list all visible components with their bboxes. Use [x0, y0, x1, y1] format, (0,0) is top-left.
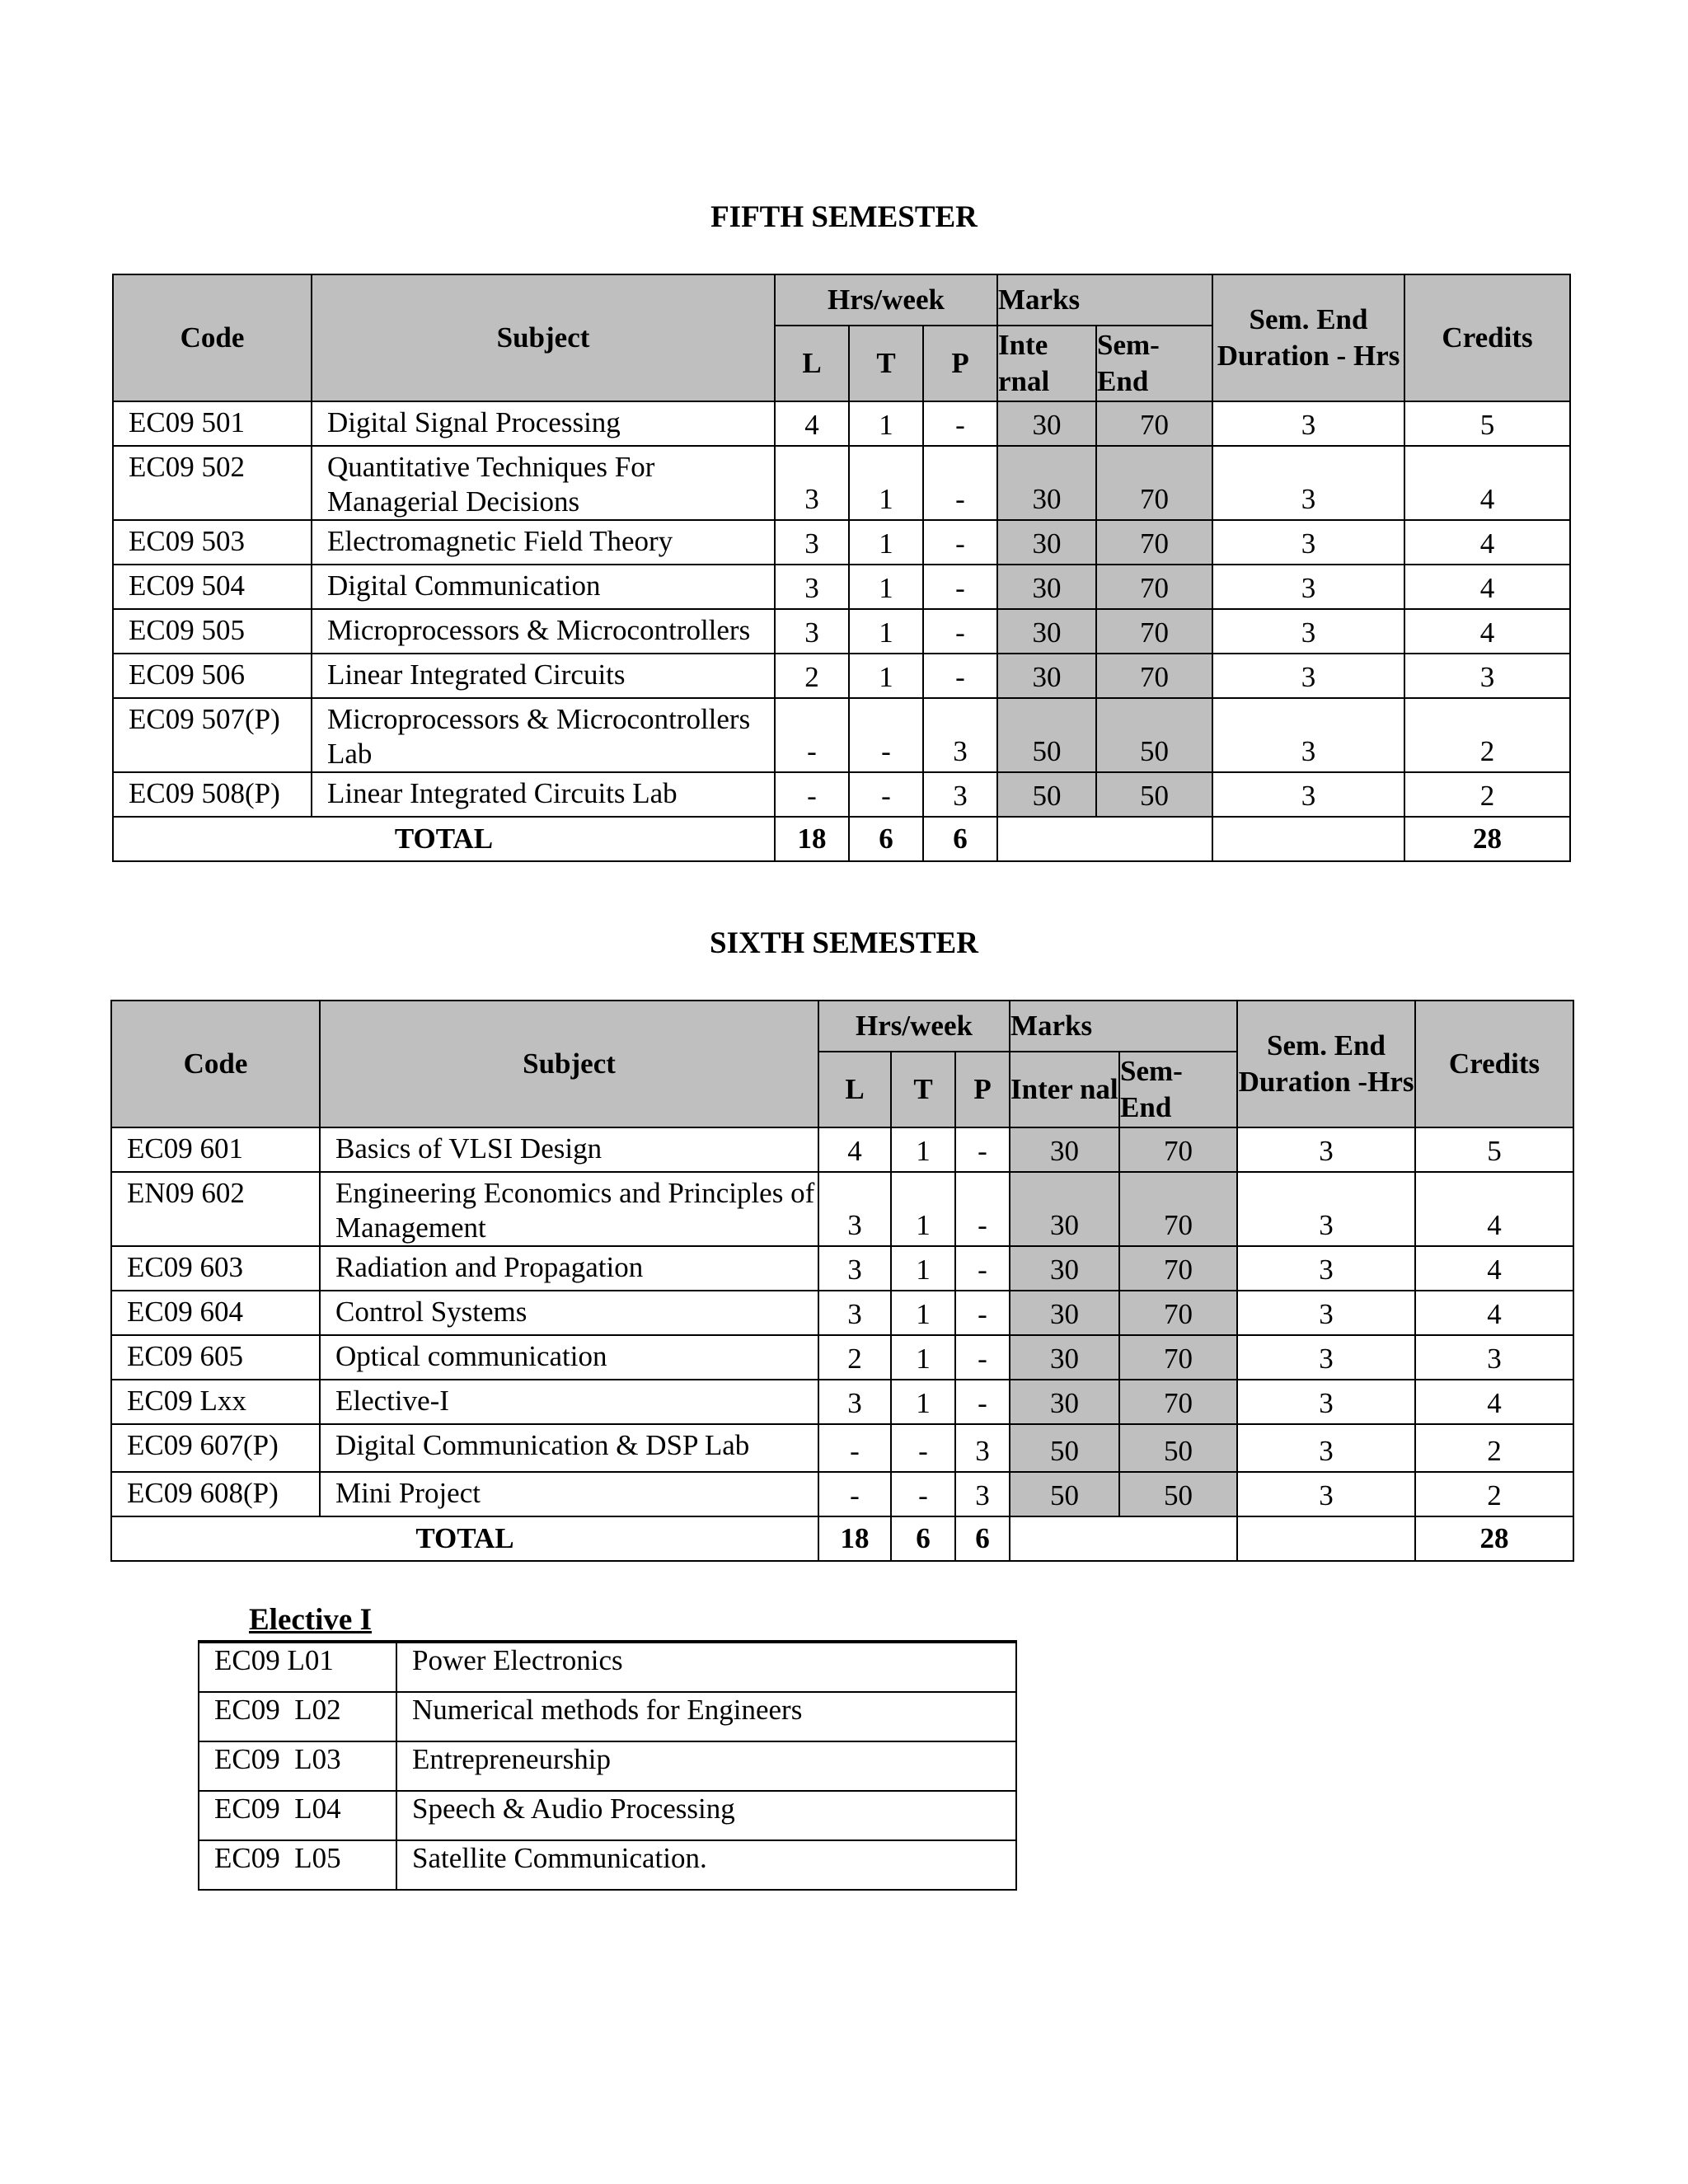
sem-end-marks: 50	[1096, 698, 1212, 772]
table-row	[111, 1335, 1573, 1380]
subject-name: Control Systems	[320, 1291, 818, 1335]
internal-marks: 50	[997, 772, 1096, 817]
sem-end-marks: 70	[1119, 1172, 1237, 1246]
elective-code: EC09 L05	[199, 1840, 396, 1890]
elective-title: Elective I	[249, 1603, 372, 1637]
table-row	[113, 609, 1570, 654]
subject-name: Optical communication	[320, 1335, 818, 1380]
internal-marks: 30	[997, 565, 1096, 609]
table-row	[111, 1291, 1573, 1335]
blank-cell	[1212, 817, 1404, 861]
sem-end-marks: 50	[1119, 1472, 1237, 1516]
fifth-semester-title: FIFTH SEMESTER	[710, 200, 978, 234]
sem-end-marks: 70	[1119, 1127, 1237, 1172]
sem-end-marks: 70	[1119, 1335, 1237, 1380]
header-row	[111, 1001, 1573, 1052]
credits: 4	[1415, 1291, 1573, 1335]
lecture-hours: -	[818, 1424, 891, 1472]
elective-name: Numerical methods for Engineers	[396, 1692, 1016, 1741]
tutorial-hours: 1	[891, 1246, 955, 1291]
subject-name: Elective-I	[320, 1380, 818, 1424]
sem-end-marks: 70	[1096, 565, 1212, 609]
hrs-week-header: Hrs/week	[818, 1001, 1010, 1052]
internal-marks: 30	[1010, 1291, 1119, 1335]
credits: 2	[1415, 1424, 1573, 1472]
subject-name: Microprocessors & Microcontrollers	[312, 609, 775, 654]
practical-hours: -	[955, 1246, 1010, 1291]
sixth-semester-title: SIXTH SEMESTER	[710, 926, 978, 960]
sem-end-duration: 3	[1212, 772, 1404, 817]
credits: 4	[1415, 1380, 1573, 1424]
sem-end-duration: 3	[1212, 446, 1404, 520]
internal-header: Inte rnal	[997, 326, 1096, 401]
elective-name: Satellite Communication.	[396, 1840, 1016, 1890]
subject-code: EC09 Lxx	[111, 1380, 320, 1424]
credits-header: Credits	[1415, 1001, 1573, 1127]
practical-hours: -	[923, 609, 997, 654]
blank-cell	[1010, 1516, 1237, 1561]
credits: 4	[1404, 520, 1570, 565]
sem-end-marks: 70	[1096, 401, 1212, 446]
practical-hours: -	[923, 565, 997, 609]
table-row	[111, 1380, 1573, 1424]
sem-end-marks: 70	[1119, 1291, 1237, 1335]
lecture-hours: 3	[775, 446, 849, 520]
internal-marks: 30	[997, 654, 1096, 698]
total-credits: 28	[1404, 817, 1570, 861]
subject-code: EC09 607(P)	[111, 1424, 320, 1472]
practical-hours: -	[923, 401, 997, 446]
table-row	[111, 1127, 1573, 1172]
practical-hours: -	[955, 1127, 1010, 1172]
tutorial-hours: 1	[849, 401, 923, 446]
sem-end-marks: 70	[1096, 609, 1212, 654]
credits: 5	[1404, 401, 1570, 446]
p-header: P	[923, 326, 997, 401]
total-tutorial-hours: 6	[849, 817, 923, 861]
credits: 4	[1404, 446, 1570, 520]
lecture-hours: 4	[818, 1127, 891, 1172]
marks-header: Marks	[997, 274, 1212, 326]
total-row	[113, 817, 1570, 861]
credits-header: Credits	[1404, 274, 1570, 401]
credits: 4	[1415, 1246, 1573, 1291]
lecture-hours: -	[818, 1472, 891, 1516]
table-row	[113, 446, 1570, 520]
subject-name: Digital Communication	[312, 565, 775, 609]
tutorial-hours: 1	[849, 520, 923, 565]
subject-code: EC09 503	[113, 520, 312, 565]
practical-hours: 3	[923, 698, 997, 772]
lecture-hours: -	[775, 772, 849, 817]
hrs-week-header: Hrs/week	[775, 274, 997, 326]
p-header: P	[955, 1052, 1010, 1127]
credits: 5	[1415, 1127, 1573, 1172]
table-row	[113, 654, 1570, 698]
sem-end-duration: 3	[1212, 565, 1404, 609]
internal-marks: 30	[1010, 1127, 1119, 1172]
tutorial-hours: 1	[891, 1291, 955, 1335]
subject-name: Electromagnetic Field Theory	[312, 520, 775, 565]
elective-name: Speech & Audio Processing	[396, 1791, 1016, 1840]
elective-row	[199, 1791, 1016, 1840]
tutorial-hours: -	[891, 1424, 955, 1472]
blank-cell	[997, 817, 1212, 861]
sem-end-duration: 3	[1237, 1172, 1415, 1246]
internal-marks: 50	[1010, 1424, 1119, 1472]
elective-code: EC09 L01	[199, 1642, 396, 1692]
subject-code: EC09 603	[111, 1246, 320, 1291]
internal-marks: 50	[997, 698, 1096, 772]
sem-end-duration: 3	[1212, 698, 1404, 772]
lecture-hours: 3	[818, 1172, 891, 1246]
duration-header: Sem. End Duration - Hrs	[1212, 274, 1404, 401]
subject-name: Engineering Economics and Principles of Management	[320, 1172, 818, 1246]
tutorial-hours: 1	[891, 1335, 955, 1380]
subject-code: EC09 501	[113, 401, 312, 446]
internal-marks: 30	[997, 401, 1096, 446]
practical-hours: 3	[955, 1424, 1010, 1472]
subject-code: EC09 608(P)	[111, 1472, 320, 1516]
tutorial-hours: 1	[849, 565, 923, 609]
elective-table	[198, 1640, 1017, 1891]
total-lecture-hours: 18	[775, 817, 849, 861]
duration-header: Sem. End Duration -Hrs	[1237, 1001, 1415, 1127]
sem-end-duration: 3	[1237, 1291, 1415, 1335]
t-header: T	[849, 326, 923, 401]
elective-name: Entrepreneurship	[396, 1741, 1016, 1791]
credits: 4	[1404, 565, 1570, 609]
practical-hours: -	[923, 446, 997, 520]
elective-name: Power Electronics	[396, 1642, 1016, 1692]
internal-header: Inter nal	[1010, 1052, 1119, 1127]
tutorial-hours: 1	[849, 654, 923, 698]
sem-end-duration: 3	[1237, 1472, 1415, 1516]
elective-row	[199, 1642, 1016, 1692]
subject-name: Digital Signal Processing	[312, 401, 775, 446]
sem-end-duration: 3	[1237, 1380, 1415, 1424]
table-row	[111, 1172, 1573, 1246]
internal-marks: 30	[1010, 1335, 1119, 1380]
elective-code: EC09 L02	[199, 1692, 396, 1741]
practical-hours: -	[955, 1335, 1010, 1380]
subject-name: Basics of VLSI Design	[320, 1127, 818, 1172]
practical-hours: -	[923, 520, 997, 565]
tutorial-hours: 1	[891, 1380, 955, 1424]
tutorial-hours: -	[849, 698, 923, 772]
sem-end-duration: 3	[1212, 654, 1404, 698]
subject-header: Subject	[320, 1001, 818, 1127]
subject-code: EC09 505	[113, 609, 312, 654]
table-row	[111, 1246, 1573, 1291]
t-header: T	[891, 1052, 955, 1127]
sem-end-duration: 3	[1212, 401, 1404, 446]
sem-end-marks: 70	[1096, 446, 1212, 520]
total-credits: 28	[1415, 1516, 1573, 1561]
lecture-hours: 2	[775, 654, 849, 698]
credits: 3	[1415, 1335, 1573, 1380]
tutorial-hours: 1	[849, 609, 923, 654]
subject-code: EC09 507(P)	[113, 698, 312, 772]
practical-hours: -	[923, 654, 997, 698]
subject-name: Digital Communication & DSP Lab	[320, 1424, 818, 1472]
marks-header: Marks	[1010, 1001, 1237, 1052]
l-header: L	[775, 326, 849, 401]
subject-code: EC09 508(P)	[113, 772, 312, 817]
internal-marks: 30	[1010, 1380, 1119, 1424]
credits: 2	[1404, 772, 1570, 817]
sem-end-duration: 3	[1212, 609, 1404, 654]
fifth-semester-table	[112, 274, 1571, 862]
total-practical-hours: 6	[923, 817, 997, 861]
subject-code: EC09 604	[111, 1291, 320, 1335]
subject-name: Linear Integrated Circuits	[312, 654, 775, 698]
lecture-hours: 2	[818, 1335, 891, 1380]
credits: 3	[1404, 654, 1570, 698]
total-lecture-hours: 18	[818, 1516, 891, 1561]
subject-code: EC09 506	[113, 654, 312, 698]
sem-end-duration: 3	[1237, 1424, 1415, 1472]
sem-end-marks: 70	[1119, 1246, 1237, 1291]
sem-end-marks: 70	[1096, 654, 1212, 698]
lecture-hours: 4	[775, 401, 849, 446]
lecture-hours: 3	[775, 565, 849, 609]
credits: 2	[1404, 698, 1570, 772]
total-label: TOTAL	[113, 817, 775, 861]
sem-end-header: Sem- End	[1096, 326, 1212, 401]
internal-marks: 50	[1010, 1472, 1119, 1516]
tutorial-hours: 1	[891, 1172, 955, 1246]
lecture-hours: -	[775, 698, 849, 772]
practical-hours: 3	[923, 772, 997, 817]
elective-code: EC09 L03	[199, 1741, 396, 1791]
subject-code: EC09 601	[111, 1127, 320, 1172]
subject-name: Quantitative Techniques For Managerial Decisions	[312, 446, 775, 520]
code-header: Code	[113, 274, 312, 401]
internal-marks: 30	[997, 446, 1096, 520]
elective-row	[199, 1741, 1016, 1791]
table-row	[113, 772, 1570, 817]
table-row	[113, 565, 1570, 609]
sixth-semester-table	[110, 1000, 1574, 1562]
sem-end-marks: 50	[1119, 1424, 1237, 1472]
credits: 2	[1415, 1472, 1573, 1516]
lecture-hours: 3	[818, 1291, 891, 1335]
internal-marks: 30	[1010, 1172, 1119, 1246]
lecture-hours: 3	[818, 1380, 891, 1424]
practical-hours: -	[955, 1380, 1010, 1424]
elective-row	[199, 1692, 1016, 1741]
subject-name: Microprocessors & Microcontrollers Lab	[312, 698, 775, 772]
table-row	[111, 1472, 1573, 1516]
subject-code: EN09 602	[111, 1172, 320, 1246]
practical-hours: 3	[955, 1472, 1010, 1516]
sem-end-duration: 3	[1212, 520, 1404, 565]
sem-end-marks: 70	[1119, 1380, 1237, 1424]
subject-code: EC09 605	[111, 1335, 320, 1380]
subject-code: EC09 502	[113, 446, 312, 520]
internal-marks: 30	[997, 520, 1096, 565]
internal-marks: 30	[997, 609, 1096, 654]
elective-code: EC09 L04	[199, 1791, 396, 1840]
l-header: L	[818, 1052, 891, 1127]
credits: 4	[1404, 609, 1570, 654]
table-row	[113, 520, 1570, 565]
practical-hours: -	[955, 1172, 1010, 1246]
total-practical-hours: 6	[955, 1516, 1010, 1561]
subject-header: Subject	[312, 274, 775, 401]
total-label: TOTAL	[111, 1516, 818, 1561]
elective-row	[199, 1840, 1016, 1890]
blank-cell	[1237, 1516, 1415, 1561]
internal-marks: 30	[1010, 1246, 1119, 1291]
table-row	[111, 1424, 1573, 1472]
table-row	[113, 401, 1570, 446]
subject-code: EC09 504	[113, 565, 312, 609]
sem-end-duration: 3	[1237, 1246, 1415, 1291]
table-row	[113, 698, 1570, 772]
subject-name: Radiation and Propagation	[320, 1246, 818, 1291]
credits: 4	[1415, 1172, 1573, 1246]
header-row	[113, 274, 1570, 326]
subject-name: Mini Project	[320, 1472, 818, 1516]
subject-name: Linear Integrated Circuits Lab	[312, 772, 775, 817]
lecture-hours: 3	[775, 609, 849, 654]
code-header: Code	[111, 1001, 320, 1127]
tutorial-hours: -	[891, 1472, 955, 1516]
sem-end-marks: 50	[1096, 772, 1212, 817]
tutorial-hours: 1	[891, 1127, 955, 1172]
lecture-hours: 3	[775, 520, 849, 565]
tutorial-hours: -	[849, 772, 923, 817]
sem-end-header: Sem- End	[1119, 1052, 1237, 1127]
sem-end-duration: 3	[1237, 1335, 1415, 1380]
sem-end-marks: 70	[1096, 520, 1212, 565]
sem-end-duration: 3	[1237, 1127, 1415, 1172]
total-tutorial-hours: 6	[891, 1516, 955, 1561]
practical-hours: -	[955, 1291, 1010, 1335]
tutorial-hours: 1	[849, 446, 923, 520]
lecture-hours: 3	[818, 1246, 891, 1291]
total-row	[111, 1516, 1573, 1561]
